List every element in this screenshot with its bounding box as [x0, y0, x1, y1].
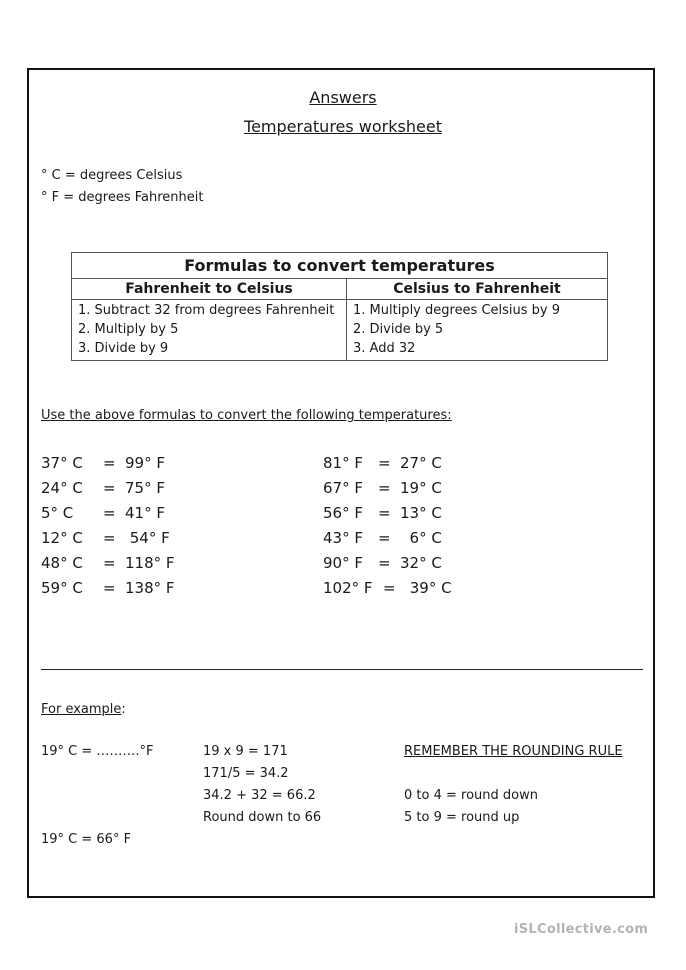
conversion-from: 43° F [323, 529, 363, 547]
conversion-to: 138° F [125, 579, 175, 597]
rounding-rule-title: REMEMBER THE ROUNDING RULE [404, 744, 623, 759]
conversion-from: 59° C [41, 579, 83, 597]
conversion-to: 118° F [125, 554, 175, 572]
f-to-c-step: 2. Multiply by 5 [72, 320, 347, 339]
watermark-text: iSLCollective.com [514, 922, 649, 937]
conversion-from: 90° F [323, 554, 363, 572]
example-step: 34.2 + 32 = 66.2 [203, 788, 316, 803]
conversion-row: 59° C = 138° F [41, 579, 175, 597]
example-question: 19° C = ……….°F [41, 744, 154, 759]
conversion-to: 27° C [400, 454, 442, 472]
rounding-rule-line: 0 to 4 = round down [404, 788, 538, 803]
conversion-to: 75° F [125, 479, 165, 497]
conversion-from: 37° C [41, 454, 83, 472]
conversion-row: 67° F = 19° C [323, 479, 442, 497]
conversion-to: 54° F [125, 529, 170, 547]
page-subtitle: Temperatures worksheet [244, 117, 442, 136]
c-to-f-step: 3. Add 32 [347, 339, 608, 361]
conversion-from: 12° C [41, 529, 83, 547]
example-label-text: For example [41, 702, 122, 717]
conversion-from: 67° F [323, 479, 363, 497]
rounding-rule-line: 5 to 9 = round up [404, 810, 520, 825]
conversion-from: 81° F [323, 454, 363, 472]
instruction-text: Use the above formulas to convert the following temperatures: [41, 408, 452, 423]
formula-table-title: Formulas to convert temperatures [72, 253, 608, 279]
f-to-c-step: 1. Subtract 32 from degrees Fahrenheit [72, 300, 347, 321]
conversion-row: 90° F = 32° C [323, 554, 442, 572]
legend-celsius: ° C = degrees Celsius [41, 168, 183, 183]
conversion-row: 56° F = 13° C [323, 504, 442, 522]
example-step: 19 x 9 = 171 [203, 744, 288, 759]
example-step: Round down to 66 [203, 810, 322, 825]
f-to-c-step: 3. Divide by 9 [72, 339, 347, 361]
example-label [41, 702, 126, 717]
c-to-f-step: 2. Divide by 5 [347, 320, 608, 339]
conversion-row: 5° C = 41° F [41, 504, 165, 522]
f-to-c-heading: Fahrenheit to Celsius [72, 279, 347, 300]
worksheet-frame [27, 68, 655, 898]
conversion-to: 6° C [400, 529, 442, 547]
section-divider [41, 669, 643, 670]
conversion-row: 24° C = 75° F [41, 479, 165, 497]
formula-table [71, 252, 608, 361]
conversion-row: 43° F = 6° C [323, 529, 442, 547]
conversion-to: 13° C [400, 504, 442, 522]
conversion-to: 39° C [405, 579, 452, 597]
conversion-row: 81° F = 27° C [323, 454, 442, 472]
conversion-from: 48° C [41, 554, 83, 572]
conversion-to: 99° F [125, 454, 165, 472]
legend-fahrenheit: ° F = degrees Fahrenheit [41, 190, 204, 205]
conversion-to: 41° F [125, 504, 165, 522]
conversion-from: 102° F [323, 579, 373, 597]
example-step: 171/5 = 34.2 [203, 766, 289, 781]
example-answer: 19° C = 66° F [41, 832, 132, 847]
conversion-to: 19° C [400, 479, 442, 497]
conversion-from: 5° C [41, 504, 74, 522]
conversion-row: 12° C = 54° F [41, 529, 170, 547]
conversion-row: 48° C = 118° F [41, 554, 175, 572]
example-label-colon: : [121, 702, 126, 717]
conversion-from: 24° C [41, 479, 83, 497]
c-to-f-step: 1. Multiply degrees Celsius by 9 [347, 300, 608, 321]
conversion-row: 37° C = 99° F [41, 454, 165, 472]
c-to-f-heading: Celsius to Fahrenheit [347, 279, 608, 300]
page-title: Answers [309, 88, 377, 107]
conversion-from: 56° F [323, 504, 363, 522]
conversion-row: 102° F = 39° C [323, 579, 452, 597]
conversion-to: 32° C [400, 554, 442, 572]
